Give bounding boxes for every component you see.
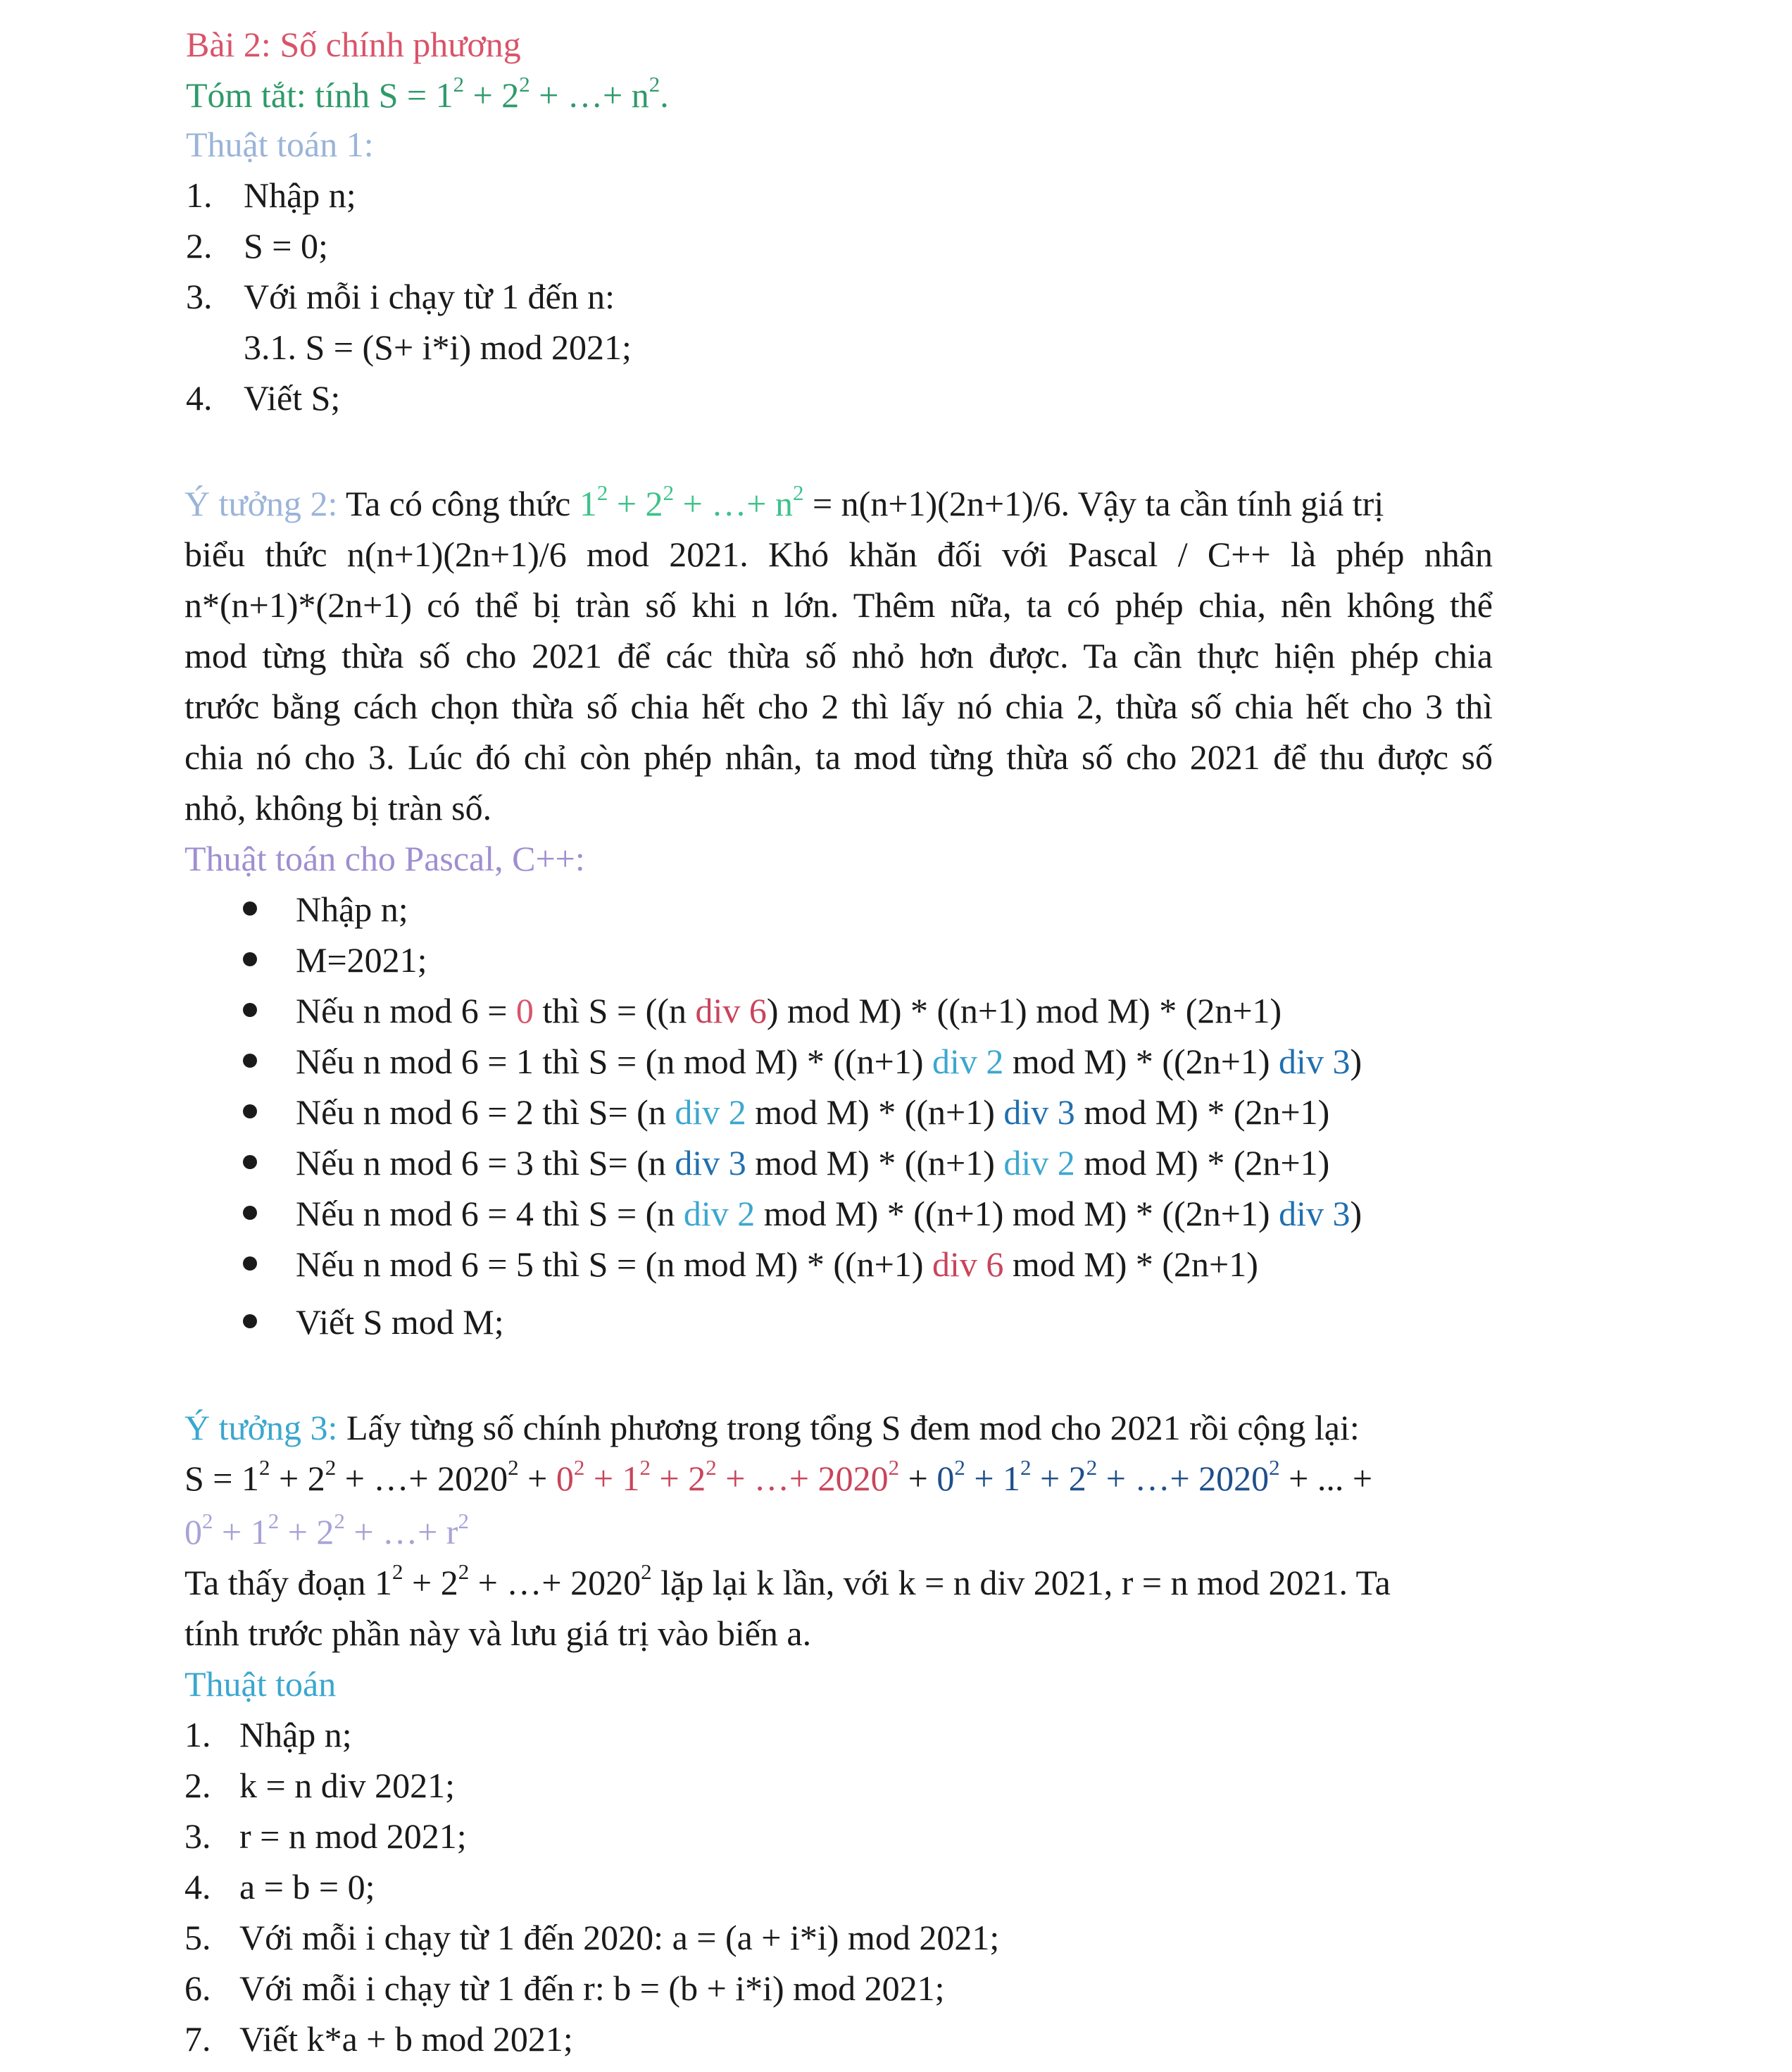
algorithm-1-heading: Thuật toán 1: <box>186 125 374 164</box>
alg1-step-num: 2. <box>186 226 213 266</box>
alg1-substep: 3.1. S = (S+ i*i) mod 2021; <box>244 327 632 367</box>
idea-2-paragraph-last: nhỏ, không bị tràn số. <box>184 788 492 828</box>
bullet-dot <box>243 1104 257 1118</box>
alg3-step: k = n div 2021; <box>239 1766 455 1805</box>
alg2-bullet: Nếu n mod 6 = 3 thì S= (n div 3 mod M) * ((n+1) div 2 mod M) * (2n+1) <box>296 1143 1330 1182</box>
idea-3-explain-line: tính trước phần này và lưu giá trị vào biến a. <box>184 1614 812 1653</box>
idea-3-first-line: Ý tưởng 3: Lấy từng số chính phương trong tổng S đem mod cho 2021 rồi cộng lại: <box>184 1408 1360 1447</box>
alg2-bullet: M=2021; <box>296 940 427 980</box>
idea-3-remainder-line: $0^2 + 1^2 + 2^2$ + …+ $r^2$ <box>184 1509 469 1552</box>
alg3-step-num: 4. <box>184 1867 211 1906</box>
idea-2-label: Ý tưởng 2: <box>184 484 338 523</box>
bullet-dot <box>243 1256 257 1271</box>
bullet-dot <box>243 1314 257 1328</box>
alg3-step: Viết k*a + b mod 2021; <box>239 2019 573 2059</box>
alg2-bullet: Nếu n mod 6 = 5 thì S = (n mod M) * ((n+1) div 6 mod M) * (2n+1) <box>296 1244 1258 1284</box>
section-title: Bài 2: Số chính phương <box>186 25 521 64</box>
bullet-dot <box>243 901 257 916</box>
idea-2-paragraph-line: n*(n+1)*(2n+1) có thể bị tràn số khi n lớn. Thêm nữa, ta có phép chia, nên không thể <box>184 585 1493 625</box>
alg1-step-num: 1. <box>186 175 213 215</box>
algorithm-3-heading: Thuật toán <box>184 1664 337 1704</box>
bullet-dot <box>243 1155 257 1169</box>
algorithm-2-heading: Thuật toán cho Pascal, C++: <box>184 839 585 878</box>
alg1-step: Nhập n; <box>244 175 356 215</box>
alg2-bullet: Nhập n; <box>296 890 408 929</box>
alg1-step: Viết S; <box>244 378 341 418</box>
alg3-step-num: 1. <box>184 1715 211 1754</box>
idea-2-paragraph-line: mod từng thừa số cho 2021 để các thừa số nhỏ hơn được. Ta cần thực hiện phép chia <box>184 636 1493 675</box>
idea-2-paragraph-line: trước bằng cách chọn thừa số chia hết cho 2 thì lấy nó chia 2, thừa số chia hết cho 3 thì <box>184 687 1493 726</box>
alg3-step: r = n mod 2021; <box>239 1816 467 1856</box>
bullet-dot <box>243 1206 257 1220</box>
idea-3-sum-line: $S = 1^2 + 2^2$ + …+ $2020^2 + 0^2 + 1^2 + 2^2$ + …+ $2020^2 + 0^2 + 1^2 + 2^2$ + …+ $2020^2$ + ... + <box>184 1455 1373 1498</box>
bullet-dot <box>243 952 257 966</box>
idea-3-label: Ý tưởng 3: <box>184 1408 338 1447</box>
alg3-step-num: 3. <box>184 1816 211 1856</box>
alg3-step: Với mỗi i chạy từ 1 đến 2020: a = (a + i*i) mod 2021; <box>239 1918 1000 1957</box>
idea-2-paragraph-line: chia nó cho 3. Lúc đó chỉ còn phép nhân, ta mod từng thừa số cho 2021 để thu được số <box>184 737 1493 777</box>
alg2-bullet: Nếu n mod 6 = 4 thì S = (n div 2 mod M) * ((n+1) mod M) * ((2n+1) div 3) <box>296 1194 1362 1233</box>
alg3-step-num: 5. <box>184 1918 211 1957</box>
alg3-step: a = b = 0; <box>239 1867 375 1906</box>
alg3-step-num: 7. <box>184 2019 211 2059</box>
alg3-step: Nhập n; <box>239 1715 352 1754</box>
idea-2-paragraph-line: biểu thức n(n+1)(2n+1)/6 mod 2021. Khó khăn đối với Pascal / C++ là phép nhân <box>184 535 1493 574</box>
bullet-dot <box>243 1054 257 1068</box>
alg1-step-num: 3. <box>186 277 213 316</box>
idea-2-first-line: Ý tưởng 2: Ta có công thức $1^2 + 2^2$ + …+ $n^2 = n(n+1)(2n+1)/6$. Vậy ta cần tính giá trị <box>184 480 1384 523</box>
alg1-step-num: 4. <box>186 378 213 418</box>
alg2-bullet: Nếu n mod 6 = 2 thì S= (n div 2 mod M) * ((n+1) div 3 mod M) * (2n+1) <box>296 1092 1330 1132</box>
idea-3-explain-line: Ta thấy đoạn $1^2 + 2^2$ + …+ $2020^2$ lặp lại k lần, với k = n div 2021, r = n mod 2021. Ta <box>184 1559 1391 1602</box>
idea-2-formula: $1^2 + 2^2$ + …+ $n^2$ <box>579 480 804 523</box>
alg2-bullet: Nếu n mod 6 = 0 thì S = ((n div 6) mod M) * ((n+1) mod M) * (2n+1) <box>296 991 1282 1030</box>
alg1-step: S = 0; <box>244 226 328 266</box>
alg3-step-num: 6. <box>184 1968 211 2008</box>
alg3-step: Với mỗi i chạy từ 1 đến r: b = (b + i*i) mod 2021; <box>239 1968 945 2008</box>
alg2-bullet: Nếu n mod 6 = 1 thì S = (n mod M) * ((n+1) div 2 mod M) * ((2n+1) div 3) <box>296 1042 1362 1081</box>
bullet-dot <box>243 1003 257 1017</box>
alg1-step: Với mỗi i chạy từ 1 đến n: <box>244 277 615 316</box>
alg3-step-num: 2. <box>184 1766 211 1805</box>
summary-line: Tóm tắt: tính $S = 1^2 + 2^2$ + …+ $n^2$. <box>186 72 669 115</box>
alg2-bullet: Viết S mod M; <box>296 1302 504 1342</box>
